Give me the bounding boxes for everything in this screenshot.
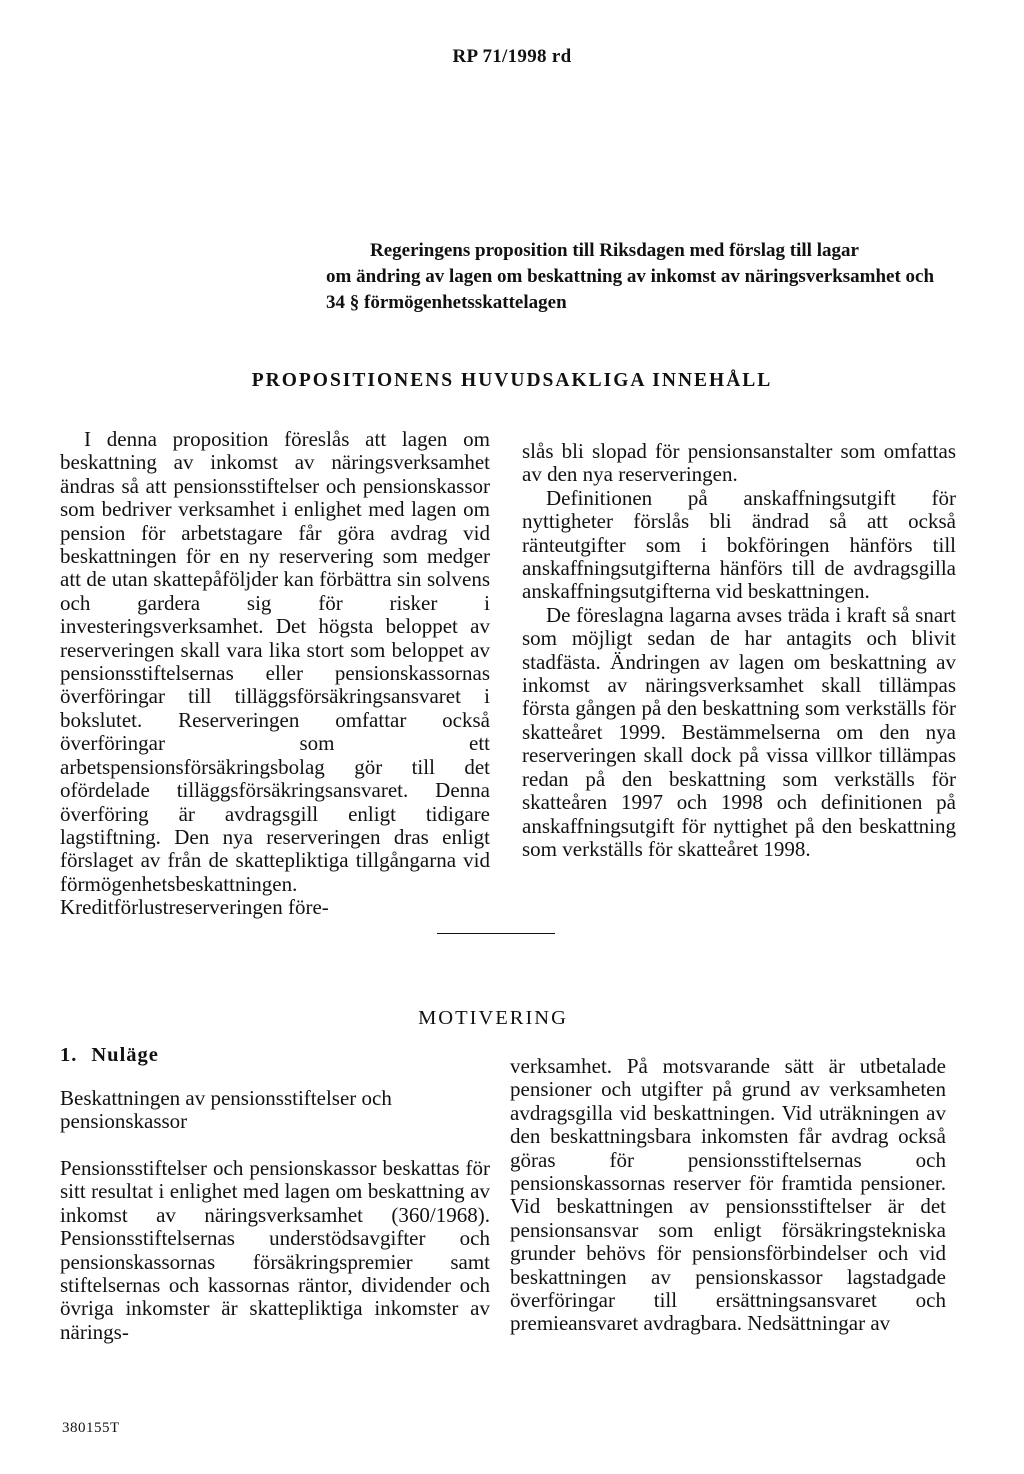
motivering-left-column <box>60 1157 490 1344</box>
body-paragraph: Pensionsstiftelser och pensionskassor beskattas för sitt resultat i enlighet med lagen om beskattning av inkomst av näringsverksamhet (360/1968). Pensionsstiftelsernas understödsavgifter och pensionskassornas försäkringspremier samt stiftelsernas och kassornas räntor, dividender och övriga inkomster är skattepliktiga inkomster av närings- <box>60 1156 490 1344</box>
summary-right-column <box>522 440 956 861</box>
summary-left-column <box>60 428 490 920</box>
title-line-2: om ändring av lagen om beskattning av inkomst av näringsverksamhet och 34 § förmögenhetsskattelagen <box>326 266 935 313</box>
motivering-heading: MOTIVERING <box>418 1007 568 1029</box>
motivering-right-column <box>510 1055 946 1336</box>
body-paragraph: verksamhet. På motsvarande sätt är utbetalade pensioner och utgifter på grund av verksamheten avdragsgilla vid beskattningen. Vid uträkningen av den beskattningsbara inkomsten får avdrag också göras för pensionsstiftelsernas och pensionskassornas reserver för framtida pensioner. Vid beskattningen av pensionsstiftelser är det pensionsansvar som enligt försäkringstekniska grunder behövs för pensionsförbindelser och vid beskattningen av pensionskassor lagstadgade överföringar till ersättningsansvaret och premieansvaret avdragbara. Nedsättningar av <box>510 1054 946 1336</box>
summary-heading: PROPOSITIONENS HUVUDSAKLIGA INNEHÅLL <box>251 370 773 391</box>
summary-paragraph: De föreslagna lagarna avses träda i kraft så snart som möjligt sedan de har antagits och blivit stadfästa. Ändringen av lagen om beskattning av inkomst av näringsverksamhet skall tillämpas första gången på den beskattning som verkställs för skatteåret 1999. Bestämmelserna om den nya reserveringen skall dock på vissa villkor tillämpas redan på den beskattning som verkställs för skatteåren 1997 och 1998 och definitionen på anskaffningsutgift för nyttighet på den beskattning som verkställs för skatteåret 1998. <box>522 602 956 861</box>
print-code: 380155T <box>62 1420 120 1436</box>
title-line-1: Regeringens proposition till Riksdagen med förslag till lagar <box>370 240 859 261</box>
summary-paragraph: slås bli slopad för pensionsanstalter som omfattas av den nya reserveringen. <box>522 439 956 487</box>
proposition-title <box>326 238 956 316</box>
document-number: RP 71/1998 rd <box>452 46 572 67</box>
section-heading <box>60 1044 159 1067</box>
section-number: 1. <box>60 1044 78 1066</box>
summary-paragraph: I denna proposition föreslås att lagen om beskattning av inkomst av näringsverksamhet ändras så att pensionsstiftelser och pensionskassor som bedriver verksamhet i enlighet med lagen om pension för arbetstagare får göra avdrag vid beskattningen för en ny reservering som medger att de utan skattepåföljder kan förbättra sin solvens och gardera sig för risker i investeringsverksamhet. Det högsta beloppet av reserveringen skall vara lika stort som beloppet av pensionsstiftelsernas eller pensionskassornas överföringar till tilläggsförsäkringsansvaret i bokslutet. Reserveringen omfattar också överföringar som ett arbetspensionsförsäkringsbolag gör till det ofördelade tilläggsförsäkringsansvaret. Denna överföring är avdragsgill enligt tidigare lagstiftning. Den nya reserveringen dras enligt förslaget av från de skattepliktiga tillgångarna vid förmögenhetsbeskattningen. Kreditförlustreserveringen före- <box>60 427 490 920</box>
section-divider <box>437 933 555 934</box>
summary-paragraph: Definitionen på anskaffningsutgift för nyttigheter förslås bli ändrad så att också ränteutgifter som i bokföringen hänförs till anskaffningsutgifterna hänförs till de avdragsgilla anskaffningsutgifterna vid beskattningen. <box>522 485 956 604</box>
section-title: Nuläge <box>91 1044 159 1066</box>
subsection-title: Beskattningen av pensionsstiftelser och pensionskassor <box>60 1086 392 1134</box>
